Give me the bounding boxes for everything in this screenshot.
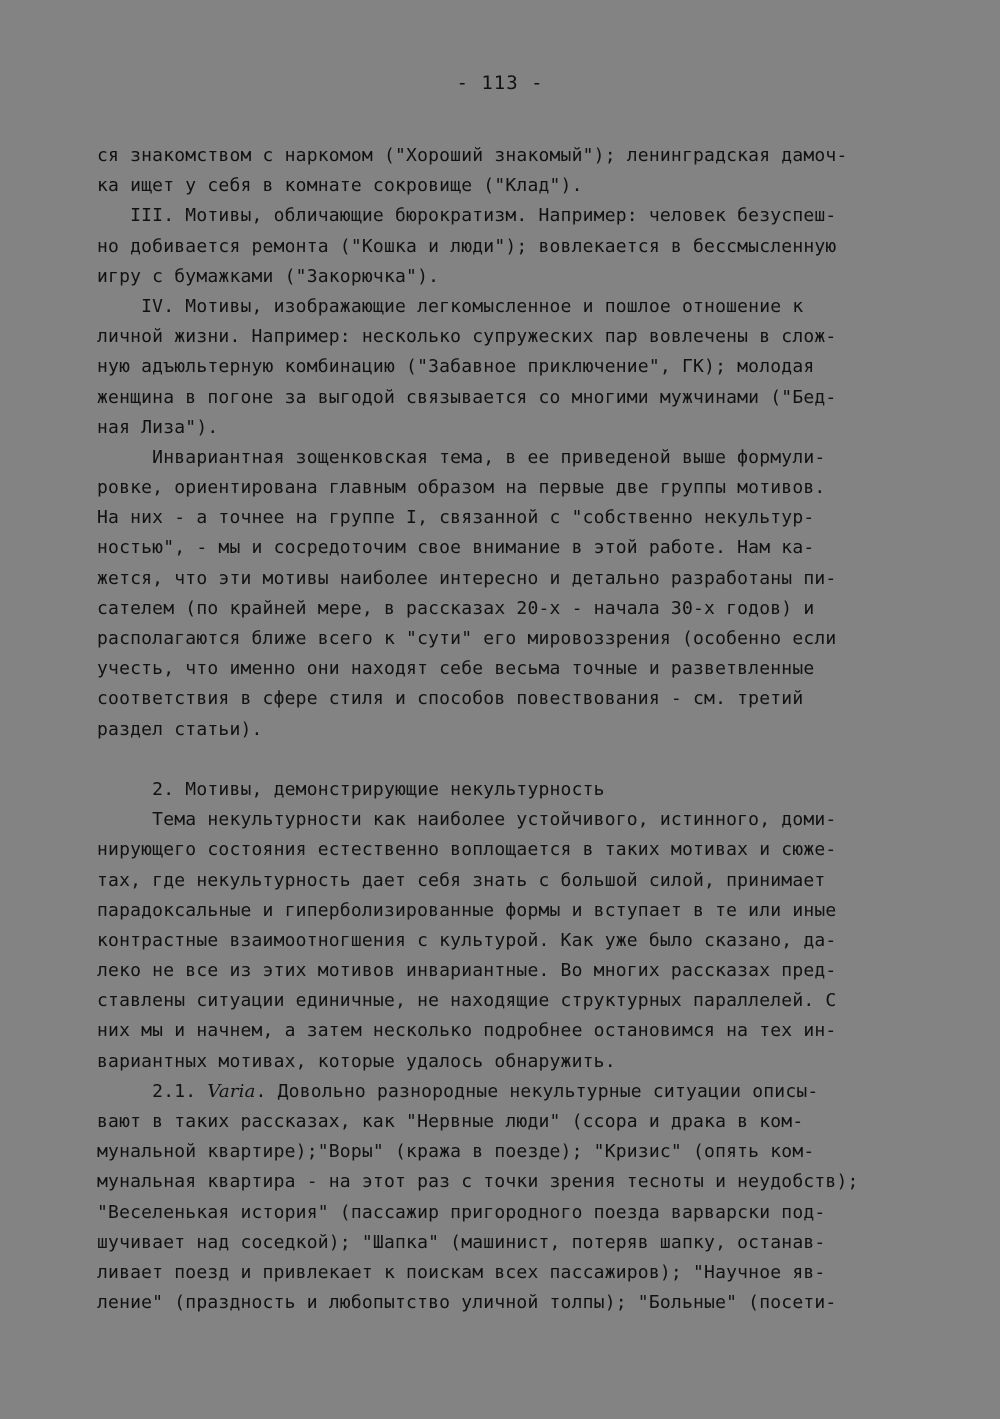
text-line: ся знакомством с наркомом ("Хороший знакомый"); ленинградская дамоч-: [97, 145, 848, 166]
text-line: личной жизни. Например: несколько супружеских пар вовлечены в слож-: [97, 326, 837, 348]
text-line: III. Мотивы, обличающие бюрократизм. Например: человек безуспеш-: [97, 205, 837, 227]
text-line: раздел статьи).: [97, 718, 263, 740]
text-line: учесть, что именно они находят себе весьма точные и разветвленные: [97, 658, 815, 680]
subsection-line: [97, 1077, 927, 1107]
subsection-title-italic: Varia: [207, 1080, 256, 1102]
text-line: IV. Мотивы, изображающие легкомысленное и пошлое отношение к: [97, 295, 804, 317]
body-text: [97, 141, 927, 1318]
subsection-prefix: 2.1.: [97, 1080, 208, 1102]
blank-line: [97, 745, 927, 775]
page-number: - 113 -: [456, 72, 544, 94]
text-line: нирующего состояния естественно воплощается в таких мотивах и сюже-: [97, 839, 837, 861]
text-line: ную адъюльтерную комбинацию ("Забавное приключение", ГК); молодая: [97, 356, 815, 378]
text-line: ная Лиза").: [97, 416, 219, 438]
text-line: леко не все из этих мотивов инвариантные. Во многих рассказах пред-: [97, 960, 837, 982]
text-line: мунальной квартире);"Воры" (кража в поезде); "Кризис" (опять ком-: [97, 1141, 815, 1163]
text-line: Тема некультурности как наиболее устойчивого, истинного, доми-: [97, 809, 837, 831]
text-line: ностью", - мы и сосредоточим свое внимание в этой работе. Нам ка-: [97, 537, 815, 559]
subsection-suffix: . Довольно разнородные некультурные ситуации описы-: [255, 1080, 819, 1102]
text-line: На них - а точнее на группе I, связанной с "собственно некультур-: [97, 507, 815, 529]
text-line: шучивает над соседкой); "Шапка" (машинист, потеряв шапку, останав-: [97, 1231, 826, 1253]
text-line: ровке, ориентирована главным образом на первые две группы мотивов.: [97, 477, 826, 499]
text-line: контрастные взаимоотногшения с культурой. Как уже было сказано, да-: [97, 929, 837, 951]
section-heading: 2. Мотивы, демонстрирующие некультурность: [97, 778, 605, 800]
text-line: вариантных мотивах, которые удалось обнаружить.: [97, 1050, 616, 1072]
text-line: ление" (праздность и любопытство уличной толпы); "Больные" (посети-: [97, 1292, 837, 1314]
text-line: ка ищет у себя в комнате сокровище ("Клад").: [97, 175, 583, 197]
text-line: Инвариантная зощенковская тема, в ее приведеной выше формули-: [97, 446, 826, 468]
text-line: соответствия в сфере стиля и способов повествования - см. третий: [97, 688, 804, 710]
text-line: игру с бумажками ("Закорючка").: [97, 265, 440, 287]
text-line: них мы и начнем, а затем несколько подробнее остановимся на тех ин-: [97, 1020, 837, 1042]
text-line: тах, где некультурность дает себя знать с большой силой, принимает: [97, 869, 826, 891]
text-line: но добивается ремонта ("Кошка и люди"); вовлекается в бессмысленную: [97, 235, 837, 257]
text-line: сателем (по крайней мере, в рассказах 20-х - начала 30-х годов) и: [97, 597, 815, 619]
text-line: жется, что эти мотивы наиболее интересно и детально разработаны пи-: [97, 567, 837, 589]
text-line: вают в таких рассказах, как "Нервные люди" (ссора и драка в ком-: [97, 1111, 804, 1132]
text-line: женщина в погоне за выгодой связывается со многими мужчинами ("Бед-: [97, 386, 837, 408]
text-line: располагаются ближе всего к "сути" его мировоззрения (особенно если: [97, 628, 837, 649]
text-line: ставлены ситуации единичные, не находящие структурных параллелей. С: [97, 990, 837, 1012]
text-line: парадоксальные и гиперболизированные формы и вступает в те или иные: [97, 899, 837, 921]
text-line: ливает поезд и привлекает к поискам всех пассажиров); "Научное яв-: [97, 1261, 826, 1283]
text-line: "Веселенькая история" (пассажир пригородного поезда варварски под-: [97, 1201, 826, 1223]
text-line: мунальная квартира - на этот раз с точки зрения тесноты и неудобств);: [97, 1171, 859, 1193]
